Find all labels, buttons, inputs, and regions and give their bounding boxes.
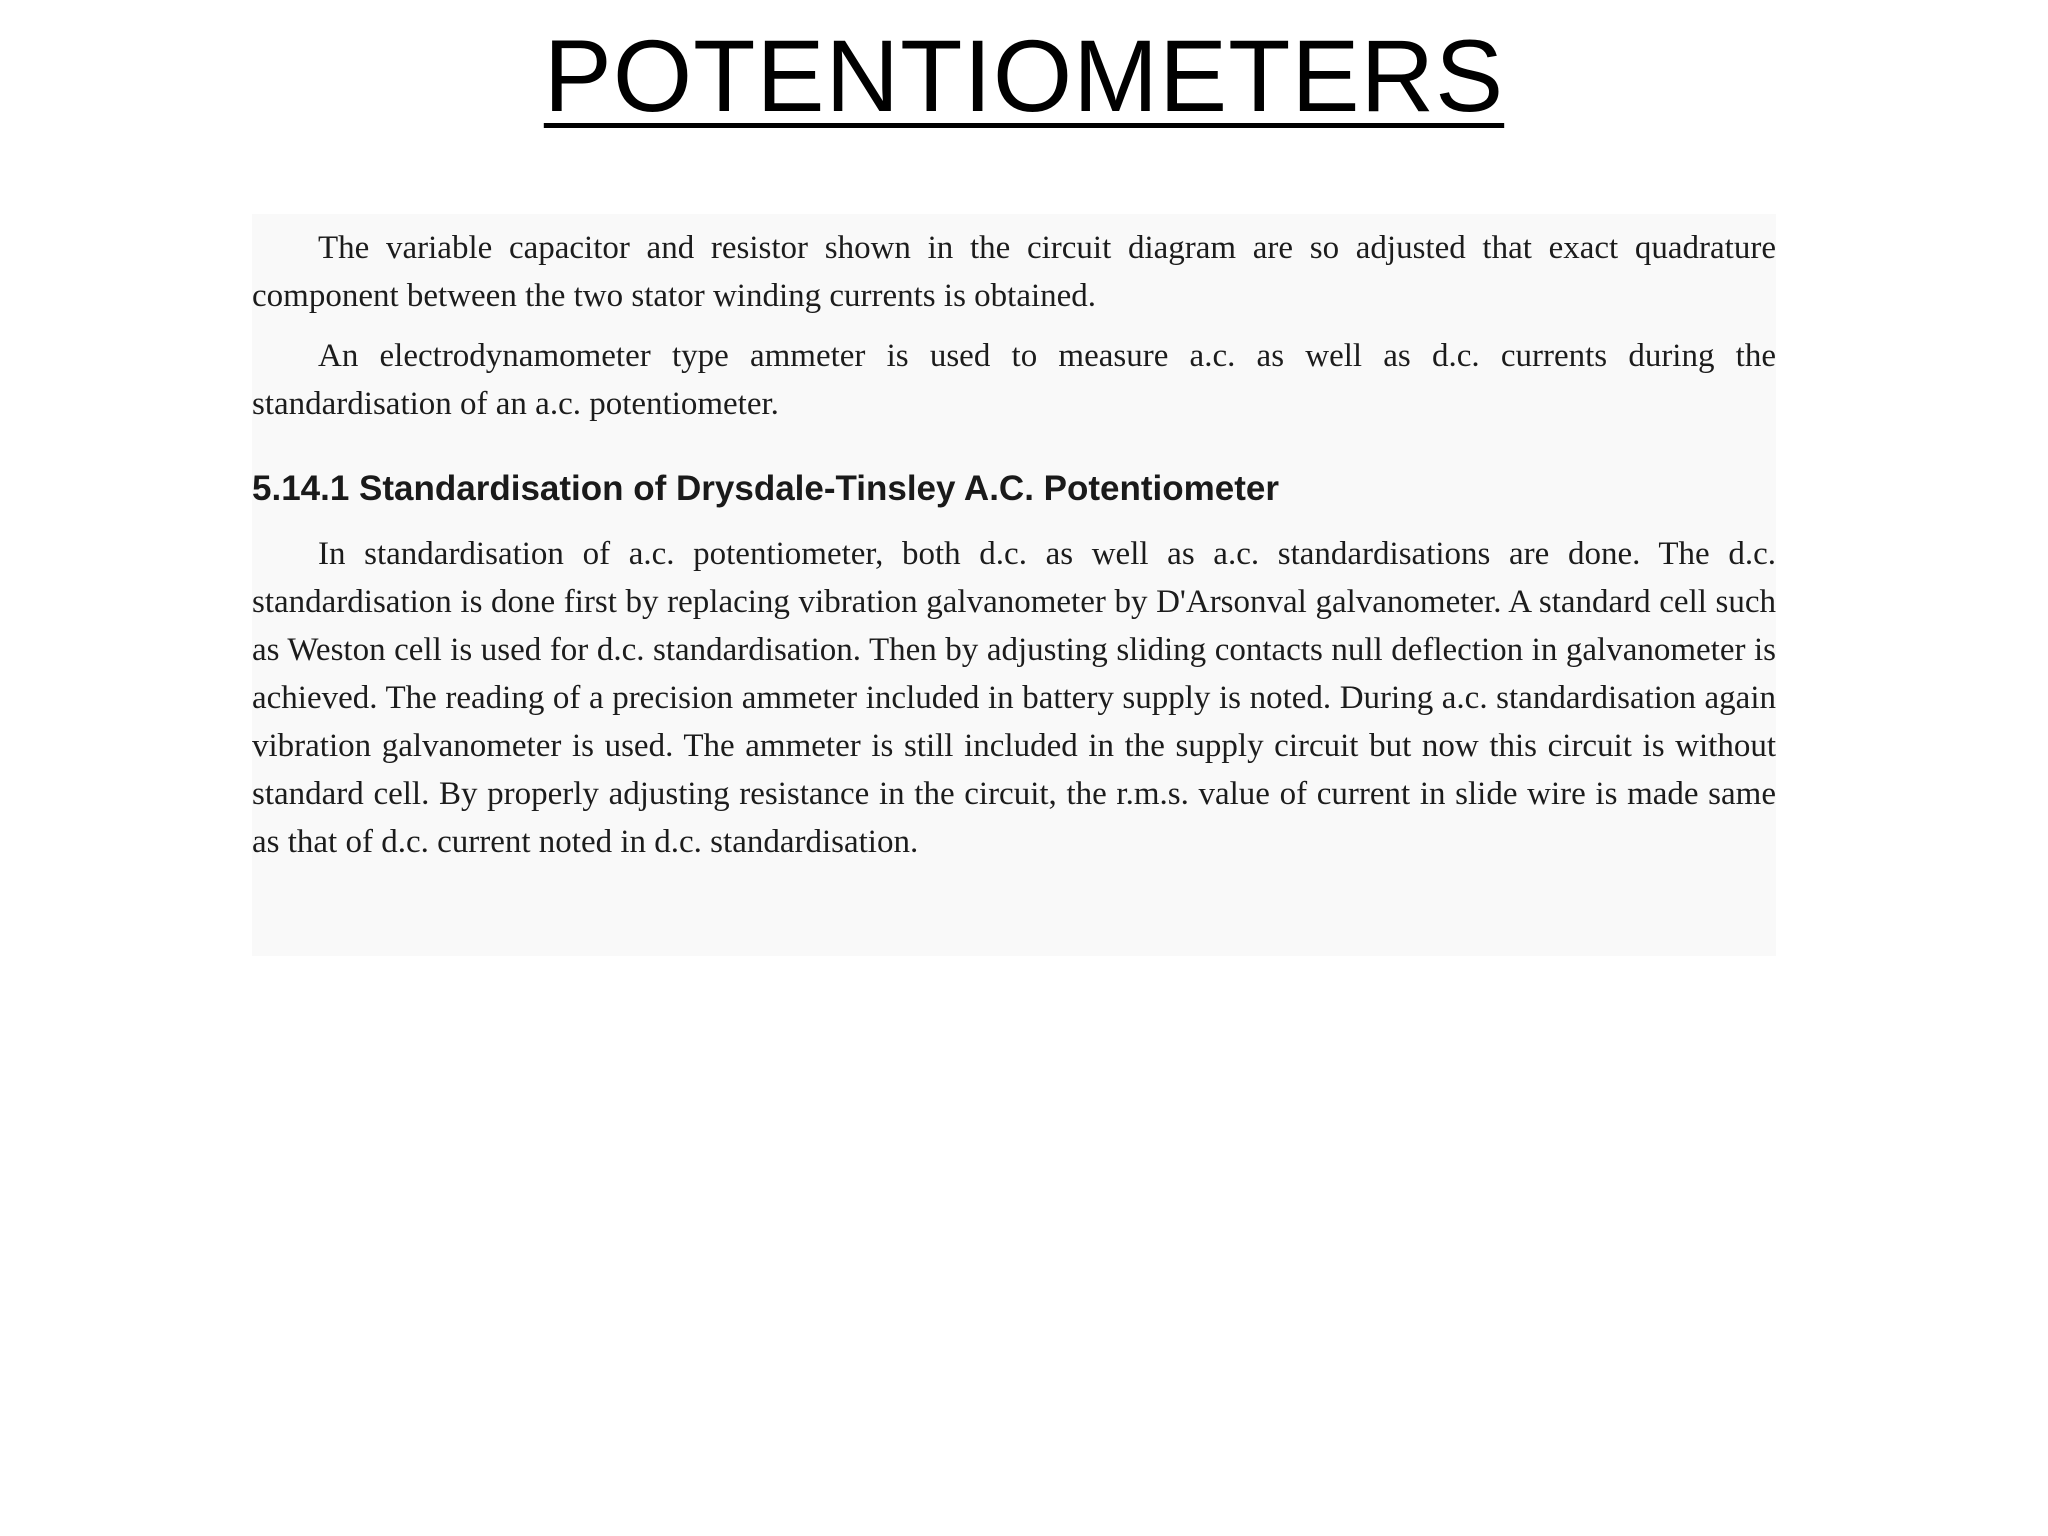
paragraph-standardisation: In standardisation of a.c. potentiometer, both d.c. as well as a.c. standardisations are done. The d.c. standardisation is done first by replacing vibration galvanometer by D'Arsonval galvanometer. A standard cell such as Weston cell is used for d.c. standardisation. Then by adjusting sliding contacts null deflection in galvanometer is achieved. The reading of a precision ammeter included in battery supply is noted. During a.c. standardisation again vibration galvanometer is used. The ammeter is still included in the supply circuit but now this circuit is without standard cell. By properly adjusting resistance in the circuit, the r.m.s. value of current in slide wire is made same as that of d.c. current noted in d.c. standardisation. [252, 536, 1776, 860]
slide-title-text: POTENTIOMETERS [543, 19, 1505, 133]
scanned-text-excerpt [252, 214, 1776, 956]
paragraph-ammeter: An electrodynamometer type ammeter is used to measure a.c. as well as d.c. currents during the standardisation of an a.c. potentiometer. [252, 338, 1776, 422]
slide-title [0, 14, 2048, 138]
paragraph-quadrature: The variable capacitor and resistor shown in the circuit diagram are so adjusted that exact quadrature component between the two stator winding currents is obtained. [252, 230, 1776, 314]
section-heading: 5.14.1 Standardisation of Drysdale-Tinsley A.C. Potentiometer [252, 469, 1279, 508]
